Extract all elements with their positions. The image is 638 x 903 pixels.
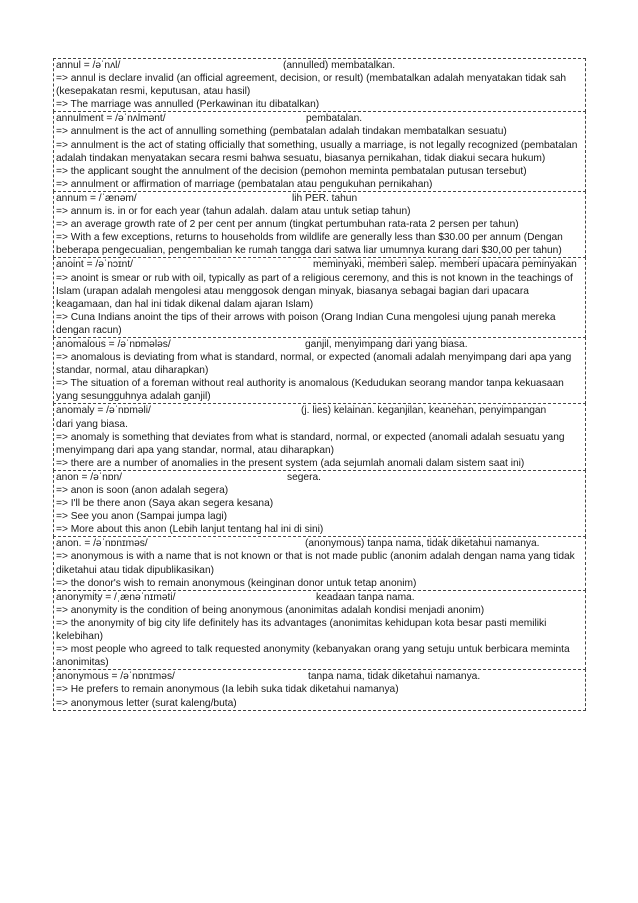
entry-term: anonymous = /əˈnɒnɪməs/ — [56, 671, 175, 683]
entry-line: => I'll be there anon (Saya akan segera kesana) — [56, 498, 274, 510]
entry-anon-abbr — [53, 536, 586, 590]
entry-anomaly — [53, 403, 586, 470]
entry-head — [56, 258, 583, 271]
entry-line: => annulment is the act of stating officially that something, usually a marriage, is not legally recognized (pembatalan adalah tindakan menyatakan secara resmi bahwa sesuatu, biasanya pernikahan, tidak diakui secara hukum) — [56, 139, 578, 164]
entry-anoint — [53, 257, 586, 338]
entry-annum — [53, 191, 586, 258]
entry-line: dari yang biasa. — [56, 418, 128, 430]
entry-line: => anoint is smear or rub with oil, typically as part of a religious ceremony, and this is not known in the teachings of Islam (urapan adalah mengolesi atau menggosok dengan minyak, biasanya sebagai bagian dari upacara keagamaan, dan hal ini tidak dikenal dalam ajaran Islam) — [56, 272, 573, 310]
entry-meaning: tanpa nama, tidak diketahui namanya. — [308, 671, 481, 683]
entry-line: => the applicant sought the annulment of the decision (pemohon meminta pembatalan putusan tersebut) — [56, 165, 527, 177]
entry-term: annum = /ˈænəm/ — [56, 192, 137, 204]
entry-head — [56, 471, 583, 484]
entry-annulment — [53, 111, 586, 192]
entry-term: anoint = /əˈnɔɪnt/ — [56, 259, 133, 271]
entry-term: annulment = /əˈnʌlmənt/ — [56, 113, 166, 125]
entry-term: anon. = /əˈnɒnɪməs/ — [56, 538, 148, 550]
entry-line: => most people who agreed to talk requested anonymity (kebanyakan orang yang setuju untuk berbicara meminta anonimitas) — [56, 644, 570, 669]
entry-anon — [53, 470, 586, 537]
entry-line: => anonymous letter (surat kaleng/buta) — [56, 697, 237, 709]
entry-line: => The marriage was annulled (Perkawinan itu dibatalkan) — [56, 99, 320, 111]
entry-line: => With a few exceptions, returns to households from wildlife are generally less than $30.00 per annum (Dengan beberapa pengecualian, pengembalian ke rumah tangga dari satwa liar umumnya kurang dari $30,00 per tahun) — [56, 232, 563, 257]
entry-meaning: ganjil, menyimpang dari yang biasa. — [305, 338, 468, 350]
entry-meaning: pembatalan. — [306, 113, 363, 125]
entry-meaning: segera. — [287, 471, 321, 483]
entry-meaning: meminyaki, memberi salep. memberi upacara peminyakan — [313, 259, 577, 271]
entry-meaning: (annulled) membatalkan. — [283, 60, 396, 71]
entry-anonymous — [53, 669, 586, 710]
entry-line: => annulment is the act of annulling something (pembatalan adalah tindakan membatalkan sesuatu) — [56, 126, 507, 138]
entry-line: => there are a number of anomalies in the present system (ada sejumlah anomali dalam sistem saat ini) — [56, 457, 525, 469]
entry-head — [56, 112, 583, 125]
entry-meaning: (anonymous) tanpa nama, tidak diketahui namanya. — [305, 538, 540, 550]
entry-line: => See you anon (Sampai jumpa lagi) — [56, 511, 228, 523]
entry-line: => anonymity is the condition of being anonymous (anonimitas adalah kondisi menjadi anonim) — [56, 604, 485, 616]
entry-meaning: keadaan tanpa nama. — [316, 591, 415, 603]
entry-line: => anomalous is deviating from what is standard, normal, or expected (anomali adalah menyimpang dari apa yang standar, normal, atau diharapkan) — [56, 352, 572, 377]
entry-line: => anonymous is with a name that is not known or that is not made public (anonim adalah dengan nama yang tidak diketahui atau tidak dipublikasikan) — [56, 551, 575, 576]
entry-line: => annulment or affirmation of marriage (pembatalan atau pengukuhan pernikahan) — [56, 178, 433, 190]
entry-term: anonymity = /ˌænəˈnɪməti/ — [56, 591, 176, 603]
entry-line: => anomaly is something that deviates from what is standard, normal, or expected (anomali adalah sesuatu yang menyimpang dari apa yang standar, normal, atau diharapkan) — [56, 431, 565, 456]
entry-line: => Cuna Indians anoint the tips of their arrows with poison (Orang Indian Cuna mengolesi ujung panah mereka dengan racun) — [56, 311, 556, 336]
entry-line: => an average growth rate of 2 per cent per annum (tingkat pertumbuhan rata-rata 2 persen per tahun) — [56, 219, 519, 231]
entry-head — [56, 59, 583, 72]
dictionary-document — [53, 58, 586, 711]
entry-anomalous — [53, 337, 586, 404]
entry-term: annul = /əˈnʌl/ — [56, 60, 121, 71]
entry-head — [56, 404, 583, 417]
entry-head — [56, 670, 583, 683]
entry-head — [56, 192, 583, 205]
entry-head — [56, 591, 583, 604]
entry-term: anomaly = /əˈnɒməli/ — [56, 405, 151, 417]
entry-anonymity — [53, 590, 586, 671]
entry-line: => anon is soon (anon adalah segera) — [56, 485, 229, 496]
entry-line: => The situation of a foreman without real authority is anomalous (Kedudukan seorang mandor tanpa kekuasaan yang sesungguhnya adalah ganjil) — [56, 378, 564, 403]
entry-head — [56, 338, 583, 351]
entry-line: => annul is declare invalid (an official agreement, decision, or result) (membatalkan adalah menyatakan tidak sah (kesepakatan resmi, keputusan, atau hasil) — [56, 73, 567, 98]
entry-head — [56, 537, 583, 550]
entry-meaning: lih PER. tahun — [292, 192, 358, 204]
entry-line: => the donor's wish to remain anonymous (keinginan donor untuk tetap anonim) — [56, 577, 417, 589]
entry-annul — [53, 58, 586, 112]
entry-line: => annum is. in or for each year (tahun adalah. dalam atau untuk setiap tahun) — [56, 206, 411, 218]
entry-meaning: (j. lies) kelainan. keganjilan, keanehan, penyimpangan — [301, 405, 547, 417]
entry-line: => He prefers to remain anonymous (Ia lebih suka tidak diketahui namanya) — [56, 684, 399, 696]
entry-line: => the anonymity of big city life definitely has its advantages (anonimitas kehidupan kota besar pasti memiliki kelebihan) — [56, 617, 547, 643]
entry-term: anomalous = /əˈnɒmələs/ — [56, 338, 171, 350]
entry-term: anon = /əˈnɒn/ — [56, 471, 122, 483]
entry-line: => More about this anon (Lebih lanjut tentang hal ini di sini) — [56, 524, 324, 536]
